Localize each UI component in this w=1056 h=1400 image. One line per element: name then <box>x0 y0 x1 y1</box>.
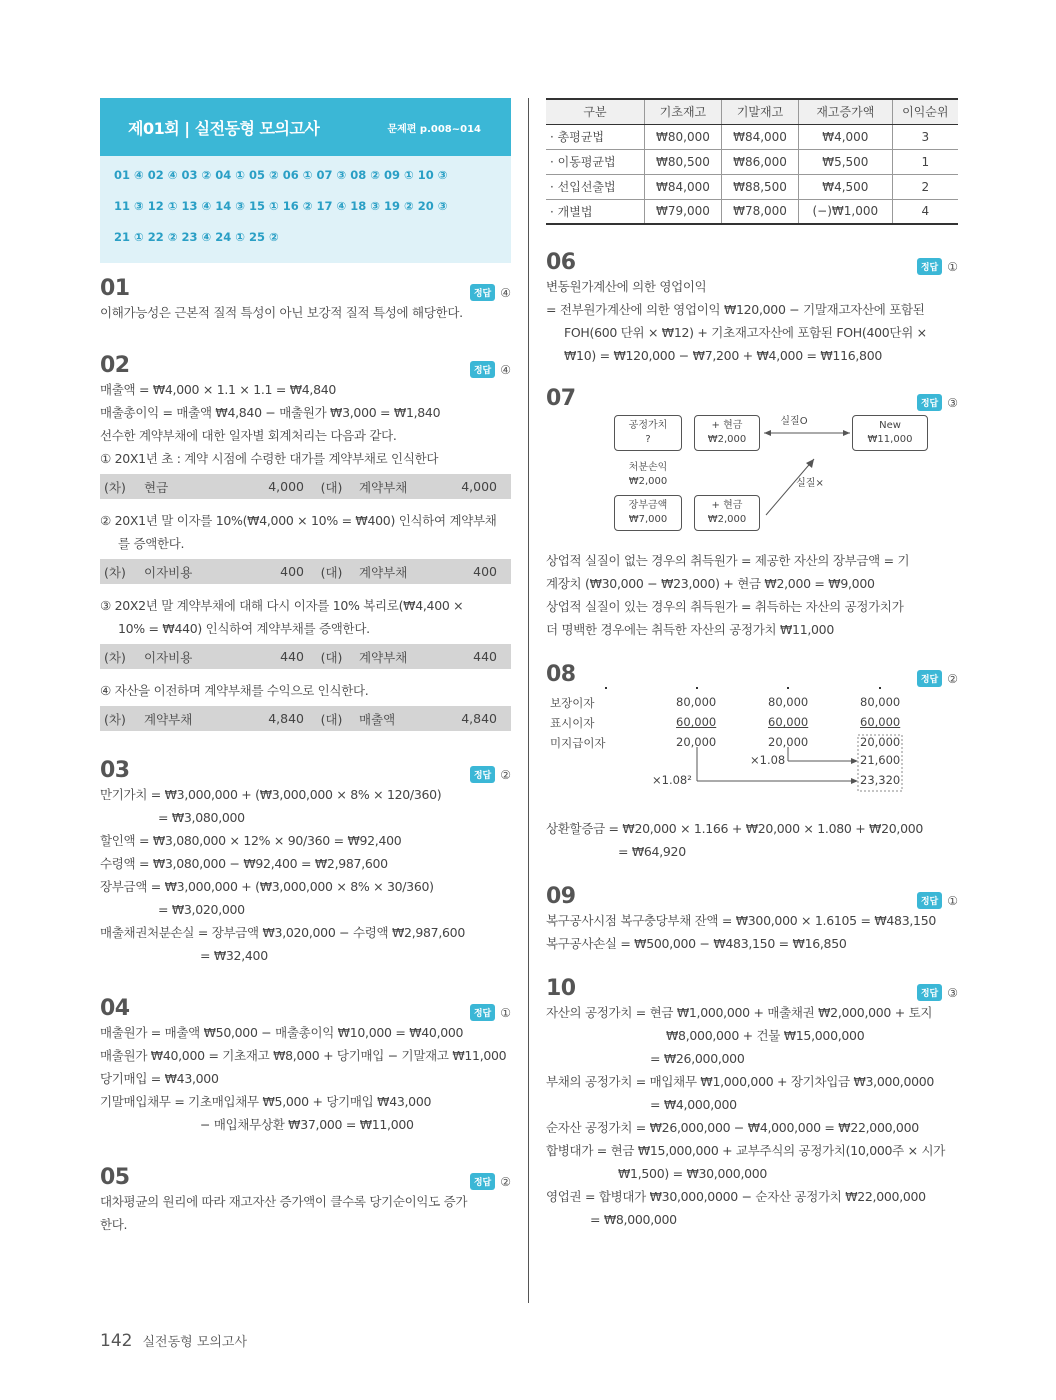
explanation-line: 를 증액한다. <box>118 536 185 551</box>
table-cell: · 총평균법 <box>546 124 644 149</box>
answer-value: ① <box>947 259 958 274</box>
credit-account: 계약부채 <box>359 479 408 495</box>
timeline-value: 80,000 <box>768 695 809 709</box>
debit-amount: 400 <box>280 564 304 579</box>
question-number: 05 <box>100 1165 130 1190</box>
explanation-line: 합병대가 = 현금 ₩15,000,000 + 교부주식의 공정가치(10,000주 × 시가 <box>546 1143 946 1158</box>
question-number: 07 <box>546 386 576 411</box>
question-01 <box>100 273 511 324</box>
question-03 <box>100 755 511 967</box>
explanation-line: 장부금액 = ₩3,000,000 + (₩3,000,000 × 8% × 30/360) <box>100 879 434 894</box>
answer-tag: 정답 <box>917 984 942 1001</box>
journal-entry <box>100 474 511 499</box>
explanation-line: 기말매입채무 = 기초매입채무 ₩5,000 + 당기매입 ₩43,000 <box>100 1094 432 1109</box>
debit-label: (차) <box>104 649 126 665</box>
right-column <box>546 98 958 1231</box>
table-row <box>546 149 958 174</box>
explanation-line: 영업권 = 합병대가 ₩30,000,0000 − 순자산 공정가치 ₩22,000,000 <box>546 1189 926 1204</box>
table-header: 구분 <box>546 99 644 124</box>
answer-tag: 정답 <box>917 394 942 411</box>
box-label: + 현금 <box>711 500 743 511</box>
table-cell: 4 <box>892 199 958 224</box>
answer-tag: 정답 <box>470 1173 495 1190</box>
box-value: ₩7,000 <box>628 514 668 525</box>
explanation-line: 상환할증금 = ₩20,000 × 1.166 + ₩20,000 × 1.080 + ₩20,000 <box>546 821 924 836</box>
journal-entry <box>100 644 511 669</box>
inventory-method-table <box>546 98 958 225</box>
disposal-gain-label <box>616 461 680 489</box>
box-value: ₩11,000 <box>867 434 913 445</box>
explanation-line: = ₩3,080,000 <box>158 810 245 825</box>
debit-amount: 4,000 <box>268 479 304 494</box>
question-04 <box>100 993 511 1136</box>
explanation-line: 매출액 = ₩4,000 × 1.1 × 1.1 = ₩4,840 <box>100 382 337 397</box>
timeline-value: 20,000 <box>768 735 809 749</box>
explanation-line: 대차평균의 원리에 따라 재고자산 증가액이 클수록 당기순이익도 증가 <box>100 1194 468 1209</box>
explanation-line: 수령액 = ₩3,080,000 − ₩92,400 = ₩2,987,600 <box>100 856 388 871</box>
question-number: 09 <box>546 884 576 909</box>
fair-value-box <box>614 415 682 451</box>
table-cell: · 이동평균법 <box>546 149 644 174</box>
explanation-line: 상업적 실질이 있는 경우의 취득원가 = 취득하는 자산의 공정가치가 <box>546 599 904 614</box>
explanation-line: 매출원가 ₩40,000 = 기초재고 ₩8,000 + 당기매입 − 기말재고 ₩11,000 <box>100 1048 507 1063</box>
debit-account: 이자비용 <box>144 649 193 665</box>
answer-tag: 정답 <box>470 361 495 378</box>
answer-tag: 정답 <box>470 284 495 301</box>
explanation-line: ① 20X1년 초 : 계약 시점에 수령한 대가를 계약부채로 인식한다 <box>100 451 439 466</box>
table-cell: ₩78,000 <box>721 199 798 224</box>
answer-value: ② <box>947 671 958 686</box>
credit-amount: 4,000 <box>461 479 497 494</box>
answer-tag: 정답 <box>470 1004 495 1021</box>
explanation-line: − 매입채무상환 ₩37,000 = ₩11,000 <box>200 1117 414 1132</box>
explanation-line: ③ 20X2년 말 계약부채에 대해 다시 이자를 10% 복리로(₩4,400 × <box>100 598 464 613</box>
exam-header <box>100 98 511 156</box>
table-cell: ₩4,500 <box>799 174 893 199</box>
timeline-value: 20,000 <box>676 735 717 749</box>
table-row <box>546 124 958 149</box>
table-cell: · 선입선출법 <box>546 174 644 199</box>
answer-key <box>100 156 511 263</box>
table-cell: ₩5,500 <box>799 149 893 174</box>
answer-badge <box>917 258 958 275</box>
debit-label: (차) <box>104 564 126 580</box>
answer-badge <box>470 1004 511 1021</box>
credit-amount: 440 <box>473 649 497 664</box>
text-value: ₩2,000 <box>628 476 668 487</box>
question-06 <box>546 247 958 367</box>
debit-label: (차) <box>104 479 126 495</box>
answer-value: ④ <box>500 285 511 300</box>
question-05 <box>100 1162 511 1236</box>
question-number: 06 <box>546 250 576 275</box>
debit-amount: 4,840 <box>268 711 304 726</box>
compound-factor: ×1.08² <box>652 773 692 787</box>
question-number: 03 <box>100 758 130 783</box>
timeline-value: 60,000 <box>676 715 717 729</box>
explanation-line: 만기가치 = ₩3,000,000 + (₩3,000,000 × 8% × 120/360) <box>100 787 442 802</box>
explanation-line: 더 명백한 경우에는 취득한 자산의 공정가치 ₩11,000 <box>546 622 834 637</box>
explanation-line: 자산의 공정가치 = 현금 ₩1,000,000 + 매출채권 ₩2,000,000 + 토지 <box>546 1005 933 1020</box>
table-header: 재고증가액 <box>799 99 893 124</box>
exam-title: 제01회 | 실전동형 모의고사 <box>128 118 320 138</box>
box-label: 공정가치 <box>628 420 668 431</box>
answer-row: 21 ① 22 ② 23 ④ 24 ① 25 ② <box>114 230 279 244</box>
explanation-line: 10% = ₩440) 인식하여 계약부채를 증액한다. <box>118 621 370 636</box>
answer-tag: 정답 <box>917 258 942 275</box>
answer-badge <box>470 766 511 783</box>
explanation-line: ₩10) = ₩120,000 − ₩7,200 + ₩4,000 = ₩116,800 <box>564 348 883 363</box>
interest-timeline <box>546 687 958 817</box>
table-cell: ₩4,000 <box>799 124 893 149</box>
journal-entry <box>100 706 511 731</box>
exam-reference: 문제편 p.008~014 <box>387 123 481 135</box>
credit-amount: 4,840 <box>461 711 497 726</box>
question-number: 01 <box>100 276 130 301</box>
answer-value: ③ <box>947 985 958 1000</box>
credit-account: 매출액 <box>359 711 396 727</box>
table-cell: ₩86,000 <box>721 149 798 174</box>
explanation-line: = ₩8,000,000 <box>590 1212 677 1227</box>
table-header: 이익순위 <box>892 99 958 124</box>
answer-tag: 정답 <box>470 766 495 783</box>
credit-label: (대) <box>320 564 343 580</box>
table-cell: ₩80,000 <box>644 124 721 149</box>
explanation-line: 부채의 공정가치 = 매입채무 ₩1,000,000 + 장기차입금 ₩3,000,0000 <box>546 1074 935 1089</box>
box-label: 장부금액 <box>628 500 668 511</box>
arrow-head <box>843 430 850 436</box>
question-08 <box>546 659 958 863</box>
credit-account: 계약부채 <box>359 649 408 665</box>
footer-label: 실전동형 모의고사 <box>142 1335 248 1350</box>
answer-row: 01 ④ 02 ④ 03 ② 04 ① 05 ② 06 ① 07 ③ 08 ② 09 ① 10 ③ <box>114 168 448 182</box>
explanation-line: 상업적 실질이 없는 경우의 취득원가 = 제공한 자산의 장부금액 = 기 <box>546 553 910 568</box>
timeline-value: 60,000 <box>768 715 809 729</box>
explanation-line: 매출총이익 = 매출액 ₩4,840 − 매출원가 ₩3,000 = ₩1,840 <box>100 405 441 420</box>
timeline-value: 20,000 <box>860 735 901 749</box>
question-07 <box>546 383 958 641</box>
answer-badge <box>470 284 511 301</box>
arrow-head <box>764 430 771 436</box>
substance-no-label: 실질× <box>796 478 824 489</box>
book-value-box <box>614 495 682 531</box>
box-value: ? <box>645 434 651 445</box>
explanation-line: 변동원가계산에 의한 영업이익 <box>546 279 707 294</box>
journal-entry <box>100 559 511 584</box>
debit-amount: 440 <box>280 649 304 664</box>
timeline-value: 80,000 <box>676 695 717 709</box>
compound-value: 21,600 <box>860 753 901 767</box>
answer-badge <box>470 1173 511 1190</box>
explanation-line: = ₩64,920 <box>618 844 686 859</box>
credit-label: (대) <box>320 649 343 665</box>
table-header: 기초재고 <box>644 99 721 124</box>
answer-tag: 정답 <box>917 670 942 687</box>
question-09 <box>546 881 958 955</box>
explanation-line: 할인액 = ₩3,080,000 × 12% × 90/360 = ₩92,400 <box>100 833 402 848</box>
debit-account: 현금 <box>144 479 169 495</box>
arrow-head <box>851 758 858 764</box>
timeline-value: 60,000 <box>860 715 901 729</box>
answer-value: ③ <box>947 395 958 410</box>
table-cell: ₩88,500 <box>721 174 798 199</box>
question-number: 04 <box>100 996 130 1021</box>
explanation-line: 한다. <box>100 1217 128 1232</box>
table-row <box>546 174 958 199</box>
table-cell: (−)₩1,000 <box>799 199 893 224</box>
explanation-line: = 전부원가계산에 의한 영업이익 ₩120,000 − 기말재고자산에 포함된 <box>546 302 925 317</box>
credit-label: (대) <box>320 711 343 727</box>
explanation-line: 선수한 계약부채에 대한 일자별 회계처리는 다음과 같다. <box>100 428 397 443</box>
credit-amount: 400 <box>473 564 497 579</box>
explanation-line: 매출채권처분손실 = 장부금액 ₩3,020,000 − 수령액 ₩2,987,600 <box>100 925 465 940</box>
answer-badge <box>917 892 958 909</box>
explanation-line: = ₩4,000,000 <box>650 1097 737 1112</box>
answer-value: ② <box>500 1174 511 1189</box>
table-header: 기말재고 <box>721 99 798 124</box>
question-number: 08 <box>546 662 576 687</box>
table-cell: ₩79,000 <box>644 199 721 224</box>
explanation-line: 복구공사시점 복구충당부채 잔액 = ₩300,000 × 1.6105 = ₩483,150 <box>546 913 936 928</box>
debit-account: 이자비용 <box>144 564 193 580</box>
left-column <box>100 98 511 1236</box>
explanation-line: 이해가능성은 근본적 질적 특성이 아닌 보강적 질적 특성에 해당한다. <box>100 305 463 320</box>
explanation-line: 복구공사손실 = ₩500,000 − ₩483,150 = ₩16,850 <box>546 936 847 951</box>
table-cell: 2 <box>892 174 958 199</box>
timeline-value: 80,000 <box>860 695 901 709</box>
table-cell: ₩80,500 <box>644 149 721 174</box>
explanation-line: 당기매입 = ₩43,000 <box>100 1071 219 1086</box>
question-02 <box>100 350 511 731</box>
arrow-head <box>851 778 858 784</box>
answer-badge <box>917 394 958 411</box>
explanation-line: ₩1,500) = ₩30,000,000 <box>618 1166 768 1181</box>
explanation-line: ₩8,000,000 + 건물 ₩15,000,000 <box>666 1028 865 1043</box>
explanation-line: = ₩32,400 <box>200 948 268 963</box>
substance-yes-label: 실질O <box>780 416 808 427</box>
box-value: ₩2,000 <box>707 514 747 525</box>
table-cell: 1 <box>892 149 958 174</box>
debit-account: 계약부채 <box>144 711 193 727</box>
row-label: 보장이자 <box>550 696 595 710</box>
answer-badge <box>917 984 958 1001</box>
answer-value: ② <box>500 767 511 782</box>
answer-badge <box>470 361 511 378</box>
credit-account: 계약부채 <box>359 564 408 580</box>
table-header-row <box>546 99 958 124</box>
table-cell: ₩84,000 <box>721 124 798 149</box>
question-10 <box>546 973 958 1231</box>
row-label: 미지급이자 <box>550 736 606 750</box>
answer-value: ① <box>500 1005 511 1020</box>
answer-value: ④ <box>500 362 511 377</box>
explanation-line: ② 20X1년 말 이자를 10%(₩4,000 × 10% = ₩400) 인식하여 계약부채 <box>100 513 497 528</box>
answer-badge <box>917 670 958 687</box>
table-cell: ₩84,000 <box>644 174 721 199</box>
explanation-line: 매출원가 = 매출액 ₩50,000 − 매출총이익 ₩10,000 = ₩40,000 <box>100 1025 464 1040</box>
explanation-line: FOH(600 단위 × ₩12) + 기초재고자산에 포함된 FOH(400단위 × <box>564 325 927 340</box>
exchange-diagram <box>546 411 958 537</box>
cash-box-2 <box>694 495 760 531</box>
compound-factor: ×1.08 <box>750 753 786 767</box>
explanation-line: 순자산 공정가치 = ₩26,000,000 − ₩4,000,000 = ₩22,000,000 <box>546 1120 919 1135</box>
compound-value: 23,320 <box>860 773 901 787</box>
explanation-line: = ₩3,020,000 <box>158 902 245 917</box>
answer-row: 11 ③ 12 ① 13 ④ 14 ③ 15 ① 16 ② 17 ④ 18 ③ 19 ② 20 ③ <box>114 199 448 213</box>
text-label: 처분손익 <box>628 462 668 473</box>
box-label: + 현금 <box>711 420 743 431</box>
credit-label: (대) <box>320 479 343 495</box>
debit-label: (차) <box>104 711 126 727</box>
explanation-line: ④ 자산을 이전하며 계약부채를 수익으로 인식한다. <box>100 683 369 698</box>
new-asset-box <box>852 415 928 451</box>
box-label: New <box>879 420 901 431</box>
explanation-line: = ₩26,000,000 <box>650 1051 745 1066</box>
question-number: 02 <box>100 353 130 378</box>
row-label: 표시이자 <box>550 716 595 730</box>
table-cell: 3 <box>892 124 958 149</box>
table-row <box>546 199 958 224</box>
page-number: 142 <box>100 1331 133 1351</box>
explanation-line: 계장치 (₩30,000 − ₩23,000) + 현금 ₩2,000 = ₩9,000 <box>546 576 875 591</box>
box-value: ₩2,000 <box>707 434 747 445</box>
column-divider <box>528 98 529 1303</box>
cash-box <box>694 415 760 451</box>
answer-value: ① <box>947 893 958 908</box>
table-cell: · 개별법 <box>546 199 644 224</box>
answer-tag: 정답 <box>917 892 942 909</box>
page-footer <box>100 1331 247 1351</box>
question-number: 10 <box>546 976 576 1001</box>
